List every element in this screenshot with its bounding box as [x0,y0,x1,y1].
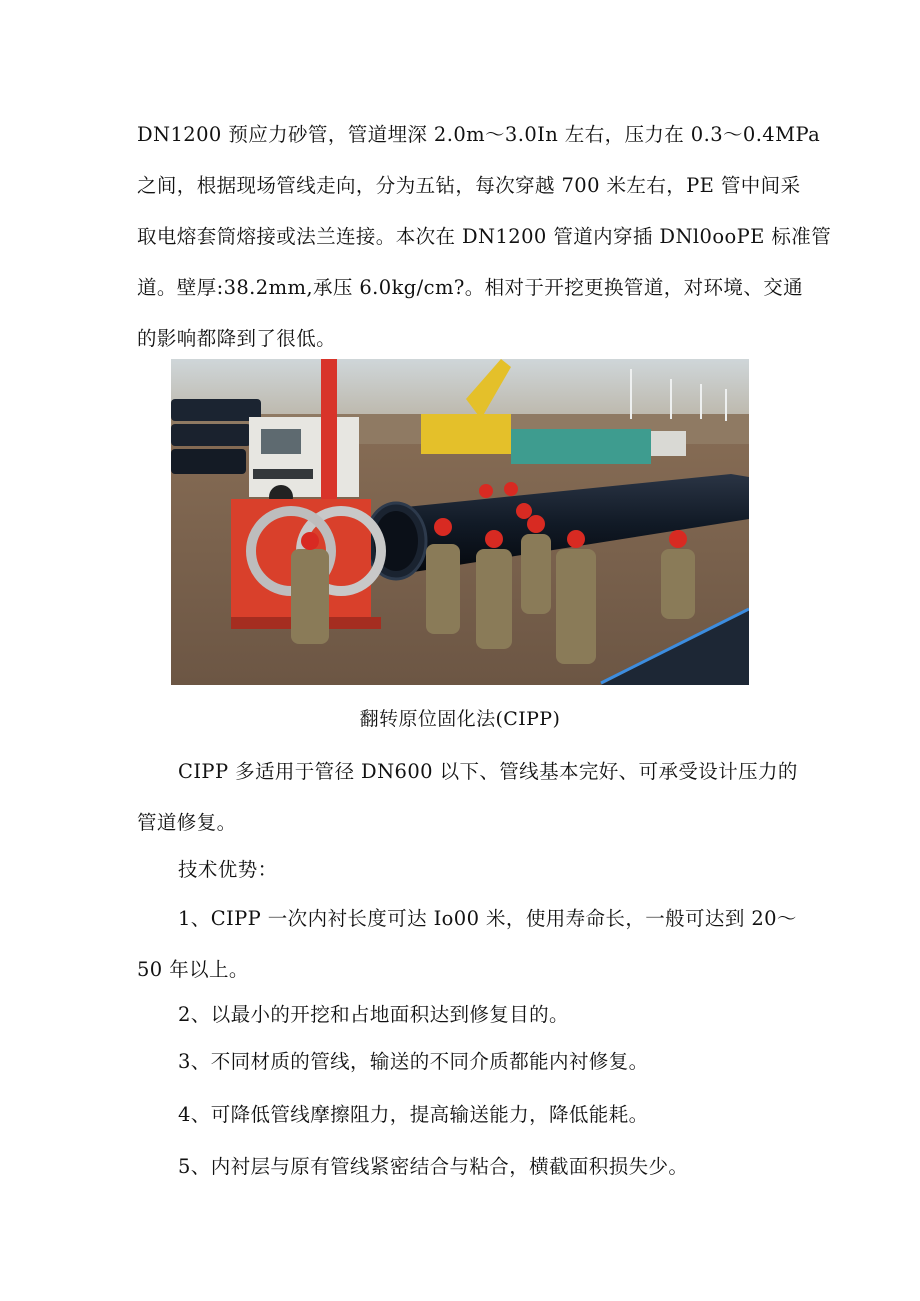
construction-site-photo [171,359,749,685]
intro-line-2: 之间，根据现场管线走向，分为五钻，每次穿越 700 米左右，PE 管中间采 [137,174,801,197]
advantage-4-text: 4、可降低管线摩擦阻力，提高输送能力，降低能耗。 [178,1103,649,1126]
intro-paragraph [137,109,832,364]
intro-line-4: 道。壁厚:38.2mm,承压 6.0kg/cm?。相对于开挖更换管道，对环境、交通 [137,276,804,299]
cipp-intro-line-1: CIPP 多适用于管径 DN600 以下、管线基本完好、可承受设计压力的 [178,760,798,783]
advantage-2 [137,989,787,1040]
intro-line-5: 的影响都降到了很低。 [137,327,337,350]
advantages-heading [137,844,787,895]
advantage-3 [137,1036,787,1087]
advantage-5-text: 5、内衬层与原有管线紧密结合与粘合，横截面积损失少。 [178,1155,689,1178]
cipp-intro-paragraph [137,746,798,848]
advantage-2-text: 2、以最小的开挖和占地面积达到修复目的。 [178,1003,569,1026]
intro-line-1: DN1200 预应力砂管，管道埋深 2.0m～3.0In 左右，压力在 0.3～0.4MPa [137,123,821,146]
cipp-intro-line-2: 管道修复。 [137,811,237,834]
advantage-4 [137,1089,787,1140]
advantage-1-line-1: 1、CIPP 一次内衬长度可达 Io00 米，使用寿命长，一般可达到 20～ [178,907,797,930]
intro-line-3: 取电熔套筒熔接或法兰连接。本次在 DN1200 管道内穿插 DNl0ooPE 标准管 [137,225,832,248]
advantage-5 [137,1141,787,1192]
advantage-1 [137,893,797,995]
advantages-heading-text: 技术优势： [178,858,278,881]
advantage-1-line-2: 50 年以上。 [137,958,249,981]
figure-caption: 翻转原位固化法(CIPP) [359,708,561,730]
advantage-3-text: 3、不同材质的管线，输送的不同介质都能内衬修复。 [178,1050,649,1073]
